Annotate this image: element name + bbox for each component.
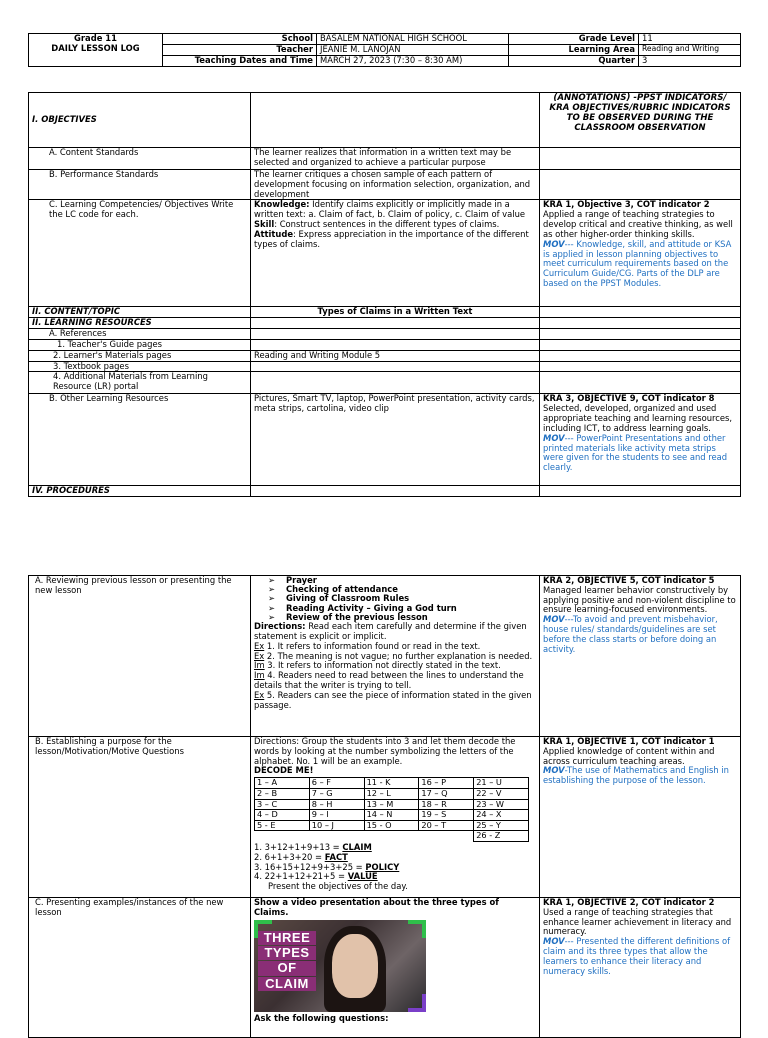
- review-item: Ex 1. It refers to information found or read in the text.: [254, 640, 481, 651]
- mov-label: MOV: [543, 765, 565, 776]
- additional-materials-label: 4. Additional Materials from Learning Resource (LR) portal: [29, 372, 251, 394]
- bullet-item: ➢ Review of the previous lesson: [286, 613, 536, 622]
- resources-heading: II. LEARNING RESOURCES: [29, 318, 251, 329]
- content-heading: II. CONTENT/TOPIC: [29, 307, 251, 318]
- competencies-label: C. Learning Competencies/ Objectives Write the LC code for each.: [29, 200, 251, 307]
- textbook-label: 3. Textbook pages: [29, 361, 251, 372]
- mov-label: MOV: [543, 614, 565, 625]
- proc-b-annotation: [540, 737, 741, 898]
- review-item: Ex 5. Readers can see the piece of information stated in the given passage.: [254, 689, 532, 710]
- bullet-item: ➢ Checking of attendance: [286, 585, 536, 594]
- objectives-table: [28, 92, 741, 497]
- kra-text: Applied knowledge of content within and across curriculum teaching areas.: [543, 745, 715, 766]
- review-item: Im 3. It refers to information not directly stated in the text.: [254, 660, 501, 671]
- directions-label: Directions:: [254, 621, 306, 632]
- directions-text: Read each item carefully and determine if the given statement is explicit or implicit.: [254, 621, 527, 641]
- person-face: [332, 934, 378, 998]
- grade-level-value: 11: [639, 34, 741, 45]
- decode-row: 5 - E 10 – J 15 - O 20 – T 25 – Y: [255, 820, 529, 831]
- quarter-value: 3: [639, 56, 741, 67]
- header-table: [28, 33, 741, 67]
- mov-label: MOV: [543, 432, 565, 443]
- school-label: School: [163, 34, 317, 45]
- learners-materials-annotation: [540, 350, 741, 361]
- video-title: THREE TYPES OF CLAIM: [258, 930, 316, 992]
- attitude-label: Attitude: [254, 228, 294, 239]
- decode-table: [254, 777, 529, 842]
- textbook-annotation: [540, 361, 741, 372]
- learning-area-label: Learning Area: [509, 45, 639, 56]
- school-value: BASALEM NATIONAL HIGH SCHOOL: [317, 34, 509, 45]
- references-label: A. References: [29, 329, 251, 340]
- kra-title: KRA 3, OBJECTIVE 9, COT indicator 8: [543, 393, 715, 404]
- proc-b-content: [251, 737, 540, 898]
- review-item: Ex 2. The meaning is not vague; no further explanation is needed.: [254, 650, 533, 661]
- performance-standards-value: The learner critiques a chosen sample of each pattern of development focusing on information selection, organization, and development: [251, 170, 540, 200]
- kra-text: Used a range of teaching strategies that enhance learner achievement in literacy and numeracy.: [543, 906, 732, 937]
- references-annotation: [540, 329, 741, 340]
- resources-annotation: [540, 318, 741, 329]
- mov-text: --- Presented the different definitions of claim and its three types that allow the learners to enhance their literacy and numeracy skills.: [543, 936, 731, 976]
- other-resources-annotation: [540, 394, 741, 486]
- decode-answer: 2. 6+1+3+20 = FACT: [254, 851, 348, 862]
- objectives-blank: [251, 93, 540, 148]
- performance-standards-label: B. Performance Standards: [29, 170, 251, 200]
- dates-value: MARCH 27, 2023 (7:30 – 8:30 AM): [317, 56, 509, 67]
- attitude-text: : Express appreciation in the importance of the different types of claims.: [254, 228, 529, 249]
- learners-materials-label: 2. Learner's Materials pages: [29, 350, 251, 361]
- log-title-cell: [29, 34, 163, 67]
- review-item: Im 4. Readers need to read between the lines to understand the details that the writer is trying to tell.: [254, 670, 524, 691]
- learning-area-value: Reading and Writing: [639, 45, 741, 56]
- teacher-label: Teacher: [163, 45, 317, 56]
- references-value: [251, 329, 540, 340]
- kra-title: KRA 1, OBJECTIVE 1, COT indicator 1: [543, 736, 715, 746]
- bullet-item: ➢ Prayer: [286, 576, 536, 585]
- grade-text: Grade 11: [74, 33, 117, 43]
- kra-text: Selected, developed, organized and used appropriate teaching and learning resources, including ICT, to address learning goals.: [543, 403, 733, 433]
- proc-a-annotation: [540, 576, 741, 737]
- decode-title: DECODE ME!: [254, 765, 314, 776]
- grade-level-label: Grade Level: [509, 34, 639, 45]
- mov-label: MOV: [543, 936, 565, 947]
- procedures-annotation: [540, 486, 741, 497]
- skill-text: : Construct sentences in the different types of claims.: [274, 219, 500, 230]
- annotations-heading: (ANNOTATIONS) -PPST INDICATORS/ KRA OBJECTIVES/RUBRIC INDICATORS TO BE OBSERVED DURING THE CLASSROOM OBSERVATION: [540, 93, 741, 148]
- log-title: DAILY LESSON LOG: [51, 42, 140, 53]
- topic-value: Types of Claims in a Written Text: [251, 307, 540, 318]
- teachers-guide-annotation: [540, 339, 741, 350]
- bullet-item: ➢ Reading Activity – Giving a God turn: [286, 604, 536, 613]
- knowledge-label: Knowledge:: [254, 199, 310, 210]
- resources-blank: [251, 318, 540, 329]
- proc-a-bullets: [254, 576, 536, 622]
- teachers-guide-label: 1. Teacher's Guide pages: [29, 339, 251, 350]
- decode-answer: 4. 22+1+12+21+5 = VALUE: [254, 871, 378, 882]
- kra-text: Applied a range of teaching strategies to develop critical and creative thinking, as well as other higher-order thinking skills.: [543, 209, 733, 239]
- quarter-label: Quarter: [509, 56, 639, 67]
- proc-c-content: [251, 898, 540, 1038]
- knowledge-text: Identify claims explicitly or implicitly made in a written text: a. Claim of fact, b. Claim of policy, c. Claim of value: [254, 199, 526, 220]
- bullet-item: ➢ Giving of Classroom Rules: [286, 594, 536, 603]
- topic-annotation: [540, 307, 741, 318]
- proc-a-label: A. Reviewing previous lesson or presenting the new lesson: [29, 576, 251, 737]
- additional-materials-annotation: [540, 372, 741, 394]
- mov-label: MOV: [543, 238, 565, 249]
- content-standards-value: The learner realizes that information in a written text may be selected and organized to achieve a particular purpose: [251, 148, 540, 170]
- additional-materials-value: [251, 372, 540, 394]
- other-resources-value: Pictures, Smart TV, laptop, PowerPoint presentation, activity cards, meta strips, cartolina, video clip: [251, 394, 540, 486]
- proc-b-label: B. Establishing a purpose for the lesson/Motivation/Motive Questions: [29, 737, 251, 898]
- teachers-guide-value: [251, 339, 540, 350]
- other-resources-label: B. Other Learning Resources: [29, 394, 251, 486]
- proc-c-instruction: Show a video presentation about the three types of Claims.: [254, 897, 499, 917]
- proc-c-annotation: [540, 898, 741, 1038]
- kra-title: KRA 2, OBJECTIVE 5, COT indicator 5: [543, 575, 715, 585]
- decode-row: 1 – A 6 – F 11 - K 16 – P 21 – U: [255, 778, 529, 789]
- kra-title: KRA 1, OBJECTIVE 2, COT indicator 2: [543, 897, 715, 907]
- textbook-value: [251, 361, 540, 372]
- decode-answer: 3. 16+15+12+9+3+25 = POLICY: [254, 861, 400, 872]
- teacher-value: JEANIE M. LANOJAN: [317, 45, 509, 56]
- performance-standards-annotation: [540, 170, 741, 200]
- content-standards-label: A. Content Standards: [29, 148, 251, 170]
- kra-title: KRA 1, Objective 3, COT indicator 2: [543, 199, 710, 210]
- proc-a-content: [251, 576, 540, 737]
- proc-b-directions: Directions: Group the students into 3 and let them decode the words by looking at the number symbolizing the letters of the alphabet. No. 1 will be an example.: [254, 736, 516, 766]
- mov-text: -The use of Mathematics and English in establishing the purpose of the lesson.: [543, 765, 729, 786]
- closing-text: Present the objectives of the day.: [268, 881, 408, 892]
- procedures-blank: [251, 486, 540, 497]
- dates-label: Teaching Dates and Time: [163, 56, 317, 67]
- mov-text: ---To avoid and prevent misbehavior, house rules/ standards/guidelines are set before the class starts or before doing an activity.: [543, 614, 718, 654]
- decode-answer: 1. 3+12+1+9+13 = CLAIM: [254, 841, 372, 852]
- decode-row: 4 – D 9 – I 14 – N 19 – S 24 – X: [255, 810, 529, 821]
- decode-row: 2 – B 7 – G 12 – L 17 – Q 22 – V: [255, 788, 529, 799]
- procedures-heading: IV. PROCEDURES: [29, 486, 251, 497]
- skill-label: Skill: [254, 219, 275, 230]
- decode-row: 26 - Z: [255, 831, 529, 842]
- video-thumbnail[interactable]: [254, 920, 426, 1012]
- competencies-annotation: [540, 200, 741, 307]
- content-standards-annotation: [540, 148, 741, 170]
- mov-text: --- Knowledge, skill, and attitude or KSA is applied in lesson planning objectives to meet curriculum requirements based on the Curriculum Guide/CG. Parts of the DLP are based on the PPST Modules.: [543, 238, 732, 289]
- objectives-heading: I. OBJECTIVES: [29, 93, 251, 148]
- mov-text: --- PowerPoint Presentations and other printed materials like activity meta strips were given for the students to see and read clearly.: [543, 432, 728, 473]
- learners-materials-value: Reading and Writing Module 5: [251, 350, 540, 361]
- questions-label: Ask the following questions:: [254, 1012, 389, 1023]
- competencies-value: [251, 200, 540, 307]
- proc-c-label: C. Presenting examples/instances of the new lesson: [29, 898, 251, 1038]
- procedures-table: [28, 575, 741, 1038]
- decode-row: 3 – C 8 – H 13 – M 18 – R 23 – W: [255, 799, 529, 810]
- kra-text: Managed learner behavior constructively by applying positive and non-violent discipline to ensure learning-focused environments.: [543, 584, 736, 615]
